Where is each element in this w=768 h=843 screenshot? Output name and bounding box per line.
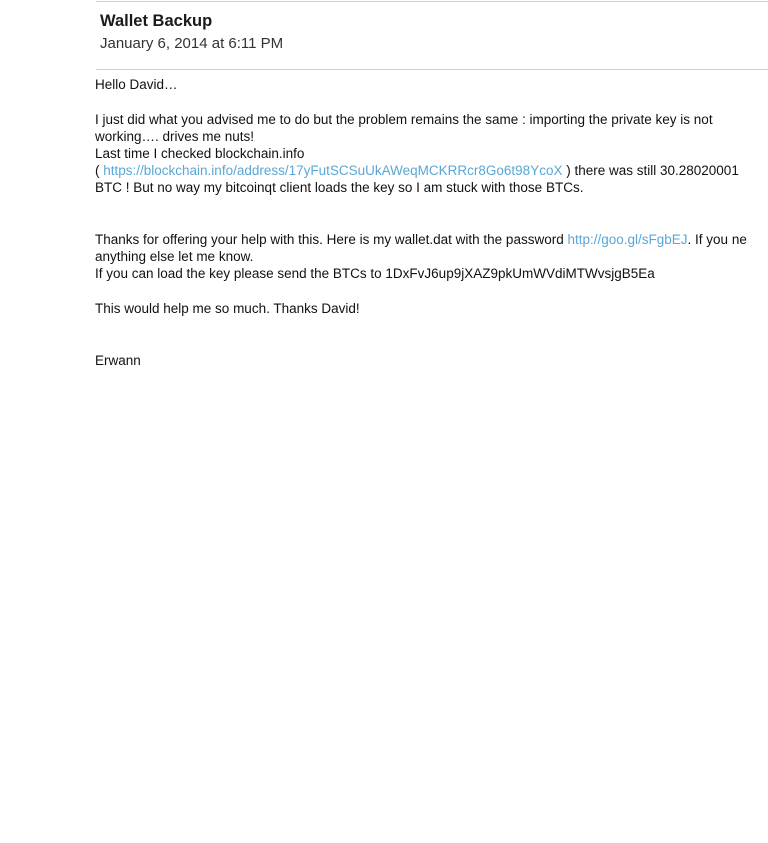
signature: Erwann — [95, 353, 141, 368]
paren-open: ( — [95, 163, 104, 178]
thanks-line: This would help me so much. Thanks David! — [95, 301, 360, 316]
header-top-divider — [96, 1, 768, 2]
password-link[interactable]: http://goo.gl/sFgbEJ — [567, 232, 688, 247]
body-paragraph-line — [95, 162, 768, 179]
btc-address-line: If you can load the key please send the BTCs to 1DxFvJ6up9jXAZ9pkUmWVdiMTWvsjgB5Ea — [95, 266, 655, 281]
body-paragraph-line: I just did what you advised me to do but the problem remains the same : importing the private key is not — [95, 112, 713, 127]
email-date: January 6, 2014 at 6:11 PM — [100, 35, 284, 52]
body-paragraph-line: working…. drives me nuts! — [95, 129, 255, 144]
body-paragraph-line: Last time I checked blockchain.info — [95, 146, 305, 161]
email-header — [100, 11, 768, 53]
password-trailing-text: . If you ne — [687, 232, 747, 247]
password-intro-text: Thanks for offering your help with this. Here is my wallet.dat with the password — [95, 232, 568, 247]
spacer — [95, 93, 768, 111]
email-body — [95, 76, 768, 369]
spacer — [95, 282, 768, 300]
header-bottom-divider — [96, 69, 768, 70]
greeting-line: Hello David… — [95, 77, 178, 92]
spacer — [95, 317, 768, 352]
balance-text: ) there was still 30.28020001 — [562, 163, 739, 178]
body-paragraph-line — [95, 231, 768, 248]
email-subject: Wallet Backup — [100, 12, 213, 30]
body-paragraph-line: anything else let me know. — [95, 249, 254, 264]
blockchain-address-link[interactable]: https://blockchain.info/address/17yFutSCSuUkAWeqMCKRRcr8Go6t98YcoX — [103, 163, 563, 178]
body-paragraph-line: BTC ! But no way my bitcoinqt client loads the key so I am stuck with those BTCs. — [95, 180, 584, 195]
spacer — [95, 196, 768, 231]
